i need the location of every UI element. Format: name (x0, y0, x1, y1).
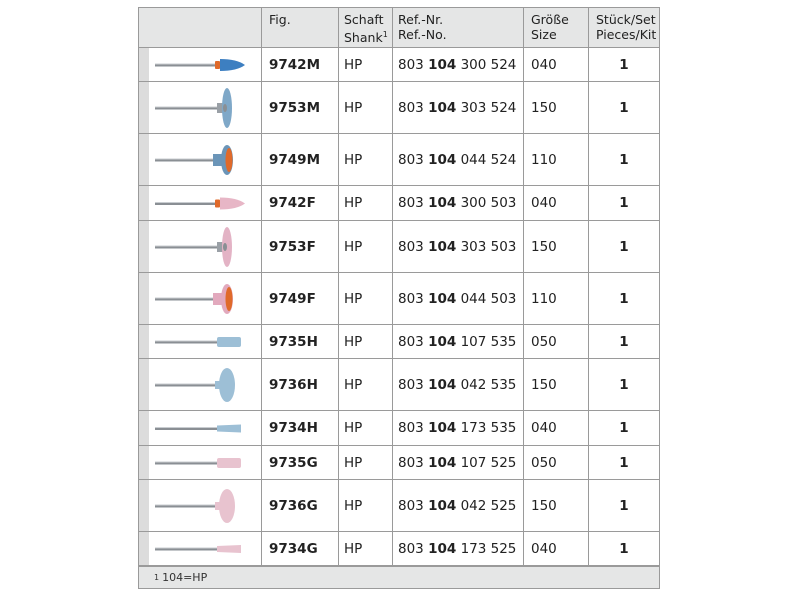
ref-number (398, 446, 516, 479)
table-row (139, 82, 659, 134)
table-row (139, 186, 659, 221)
ref-number (398, 186, 516, 220)
row-stripe (139, 411, 149, 445)
ref-part-a: 803 (398, 333, 424, 350)
ref-number (398, 325, 516, 358)
ref-part-a: 803 (398, 420, 424, 436)
tool-image-cell (139, 411, 261, 445)
row-stripe (139, 134, 149, 185)
header-qty-en: Pieces/Kit (596, 27, 657, 42)
quantity-value: 1 (619, 238, 629, 255)
quantity-value: 1 (619, 420, 629, 436)
table-row (139, 221, 659, 273)
ref-part-a: 803 (398, 454, 424, 471)
ref-part-b: 104 (428, 454, 457, 471)
footnote (139, 566, 659, 588)
size-value: 040 (531, 195, 557, 211)
ref-number (398, 48, 516, 81)
shank-type: HP (344, 333, 363, 350)
size-value: 110 (531, 290, 557, 307)
shank-type: HP (344, 290, 363, 307)
fig-number: 9749M (269, 151, 321, 168)
shank-type: HP (344, 376, 363, 393)
row-stripe (139, 359, 149, 410)
ref-part-b: 104 (428, 540, 457, 557)
ref-part-c: 044 503 (460, 290, 517, 307)
size-value: 110 (531, 151, 557, 168)
ref-part-b: 104 (428, 290, 457, 307)
header-shank-de: Schaft (344, 12, 384, 27)
fig-number: 9742F (269, 195, 316, 211)
ref-part-c: 042 535 (460, 376, 517, 393)
size-value: 050 (531, 333, 557, 350)
ref-part-a: 803 (398, 56, 424, 73)
column-divider (392, 8, 393, 568)
tool-image-cell (139, 359, 261, 410)
table-row (139, 446, 659, 480)
ref-number (398, 480, 516, 531)
size-value: 040 (531, 56, 557, 73)
header-shank-en (344, 27, 388, 45)
ref-part-a: 803 (398, 151, 424, 168)
ref-part-b: 104 (428, 151, 457, 168)
row-stripe (139, 325, 149, 358)
header-qty-de: Stück/Set (596, 12, 656, 27)
table-row (139, 480, 659, 532)
ref-part-c: 107 535 (460, 333, 517, 350)
ref-part-c: 303 524 (460, 99, 517, 116)
tool-image-cell (139, 186, 261, 220)
ref-part-a: 803 (398, 238, 424, 255)
quantity-value: 1 (619, 333, 629, 350)
size-value: 150 (531, 376, 557, 393)
header-fig: Fig. (269, 12, 291, 27)
shank-type: HP (344, 540, 363, 557)
size-value: 040 (531, 540, 557, 557)
ref-part-a: 803 (398, 195, 424, 211)
row-stripe (139, 186, 149, 220)
ref-part-b: 104 (428, 195, 457, 211)
header-ref (398, 12, 447, 42)
header-ref-en: Ref.-No. (398, 27, 447, 42)
fig-number: 9735G (269, 454, 318, 471)
ref-part-c: 042 525 (460, 497, 517, 514)
size-value: 040 (531, 420, 557, 436)
ref-number (398, 532, 516, 565)
footnote-mark: 1 (154, 573, 160, 582)
fig-number: 9753M (269, 99, 321, 116)
column-divider (261, 8, 262, 568)
row-stripe (139, 446, 149, 479)
ref-part-a: 803 (398, 540, 424, 557)
ref-number (398, 359, 516, 410)
row-stripe (139, 480, 149, 531)
table-row (139, 532, 659, 566)
table-row (139, 273, 659, 325)
table-row (139, 134, 659, 186)
fig-number: 9749F (269, 290, 316, 307)
fig-number: 9734H (269, 420, 318, 436)
fig-number: 9742M (269, 56, 321, 73)
tool-image-cell (139, 325, 261, 358)
quantity-value: 1 (619, 540, 629, 557)
shank-type: HP (344, 497, 363, 514)
ref-part-a: 803 (398, 290, 424, 307)
fig-number: 9736G (269, 497, 318, 514)
column-divider (523, 8, 524, 568)
tool-image-cell (139, 134, 261, 185)
quantity-value: 1 (619, 290, 629, 307)
tool-image-cell (139, 82, 261, 133)
shank-type: HP (344, 454, 363, 471)
table-row (139, 411, 659, 446)
ref-part-b: 104 (428, 376, 457, 393)
tool-image-cell (139, 480, 261, 531)
column-divider (338, 8, 339, 568)
ref-part-c: 300 503 (460, 195, 517, 211)
size-value: 050 (531, 454, 557, 471)
ref-number (398, 221, 516, 272)
ref-part-c: 303 503 (460, 238, 517, 255)
column-divider (588, 8, 589, 568)
ref-part-c: 107 525 (460, 454, 517, 471)
ref-part-c: 173 535 (460, 420, 517, 436)
header-shank-footnote-mark: 1 (382, 30, 388, 39)
ref-part-c: 044 524 (460, 151, 517, 168)
ref-part-b: 104 (428, 99, 457, 116)
shank-type: HP (344, 195, 363, 211)
quantity-value: 1 (619, 195, 629, 211)
shank-type: HP (344, 420, 363, 436)
header-size-en: Size (531, 27, 557, 42)
header-shank-en-text: Shank (344, 30, 383, 46)
header-size (531, 12, 569, 42)
ref-part-c: 173 525 (460, 540, 517, 557)
header-ref-de: Ref.-Nr. (398, 12, 444, 27)
tool-image-cell (139, 221, 261, 272)
table-row (139, 325, 659, 359)
shank-type: HP (344, 99, 363, 116)
ref-part-b: 104 (428, 56, 457, 73)
ref-part-c: 300 524 (460, 56, 517, 73)
table-row (139, 359, 659, 411)
footnote-text: 104=HP (162, 571, 208, 584)
header-size-de: Größe (531, 12, 569, 27)
fig-number: 9734G (269, 540, 318, 557)
quantity-value: 1 (619, 151, 629, 168)
quantity-value: 1 (619, 454, 629, 471)
row-stripe (139, 273, 149, 324)
size-value: 150 (531, 99, 557, 116)
header-shank (344, 12, 388, 45)
quantity-value: 1 (619, 99, 629, 116)
size-value: 150 (531, 238, 557, 255)
ref-part-a: 803 (398, 99, 424, 116)
shank-type: HP (344, 238, 363, 255)
fig-number: 9735H (269, 333, 318, 350)
tool-image-cell (139, 48, 261, 81)
ref-part-b: 104 (428, 497, 457, 514)
row-stripe (139, 221, 149, 272)
ref-part-a: 803 (398, 376, 424, 393)
shank-type: HP (344, 151, 363, 168)
tool-image-cell (139, 446, 261, 479)
size-value: 150 (531, 497, 557, 514)
table-header (139, 8, 659, 48)
ref-number (398, 411, 516, 445)
header-qty (596, 12, 656, 42)
ref-part-b: 104 (428, 420, 457, 436)
row-stripe (139, 48, 149, 81)
fig-number: 9736H (269, 376, 318, 393)
quantity-value: 1 (619, 376, 629, 393)
ref-part-a: 803 (398, 497, 424, 514)
ref-number (398, 134, 516, 185)
row-stripe (139, 82, 149, 133)
quantity-value: 1 (619, 497, 629, 514)
ref-number (398, 82, 516, 133)
tool-image-cell (139, 532, 261, 565)
row-stripe (139, 532, 149, 565)
table-row (139, 48, 659, 82)
quantity-value: 1 (619, 56, 629, 73)
ref-number (398, 273, 516, 324)
fig-number: 9753F (269, 238, 316, 255)
product-table (138, 7, 660, 589)
tool-image-cell (139, 273, 261, 324)
ref-part-b: 104 (428, 333, 457, 350)
ref-part-b: 104 (428, 238, 457, 255)
shank-type: HP (344, 56, 363, 73)
